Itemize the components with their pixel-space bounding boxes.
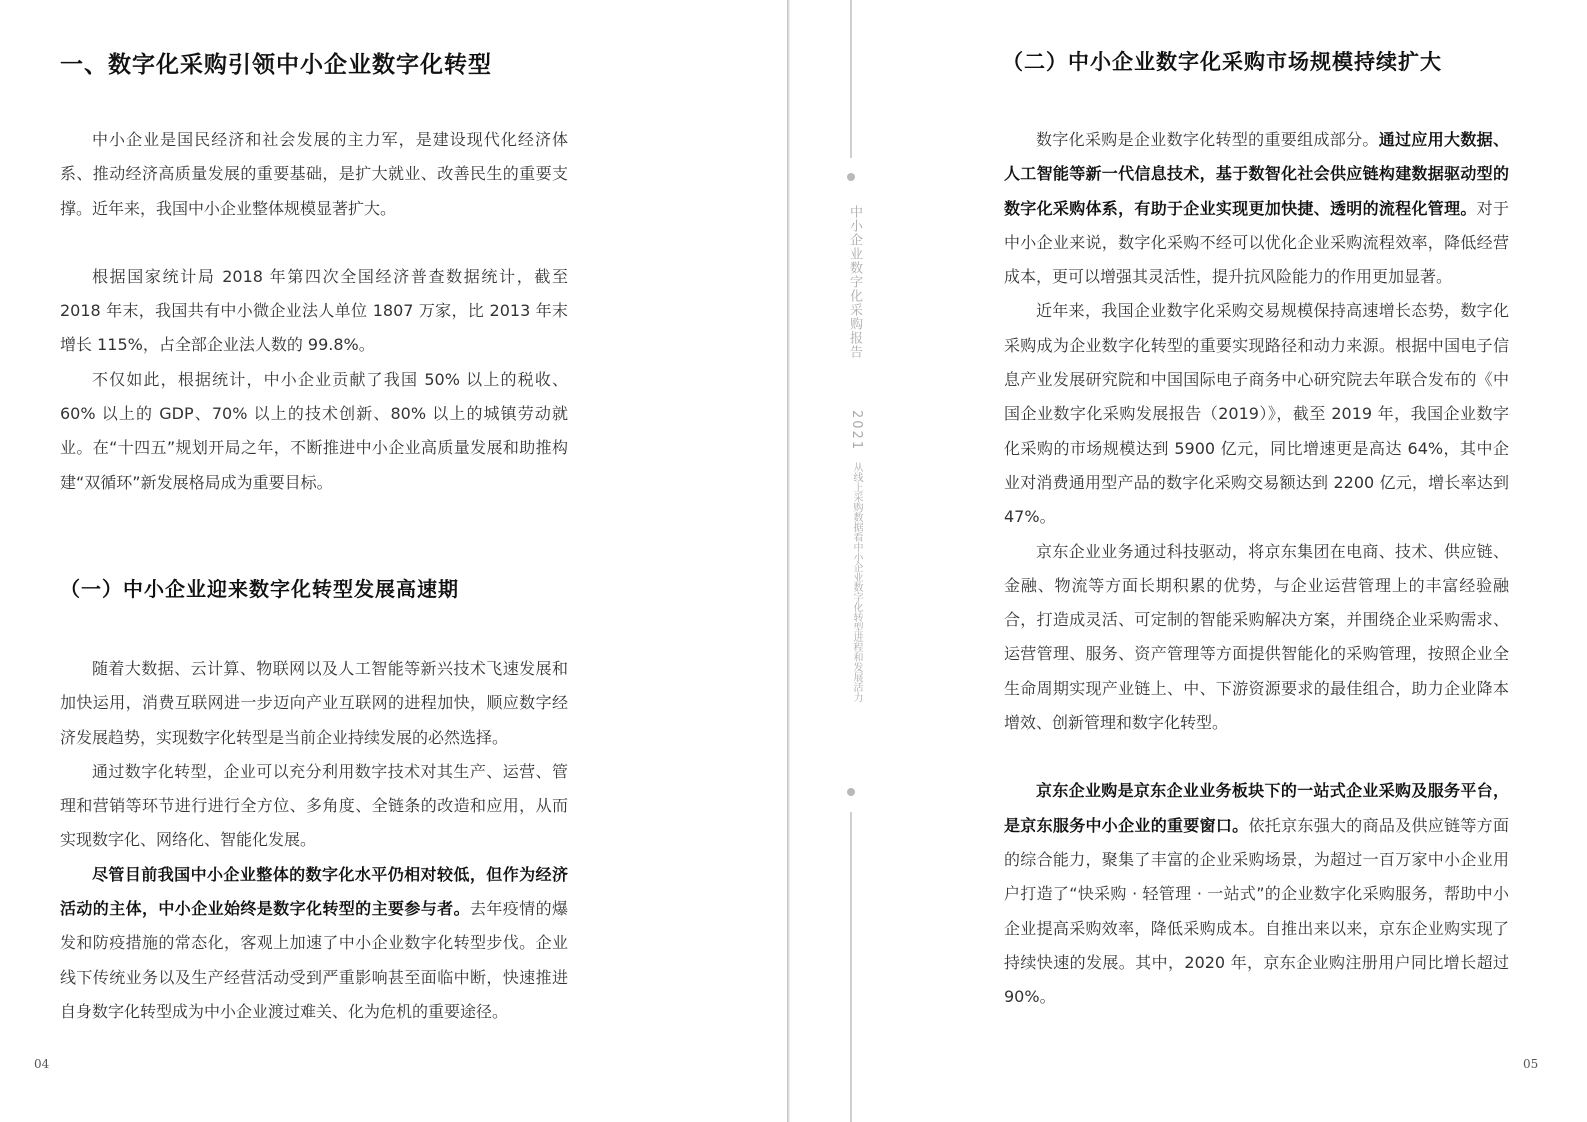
paragraph xyxy=(60,755,568,858)
margin-year: 2021 xyxy=(849,410,864,452)
margin-subtitle: 从线上采购数据看中小企业数字化转型进程和发展活力 xyxy=(851,462,862,702)
text-run: 通过数字化转型，企业可以充分利用数字技术对其生产、运营、管理和营销等环节进行进行全方位、多角度、全链条的改造和应用，从而实现数字化、网络化、智能化发展。 xyxy=(60,761,568,850)
page-number-left: 04 xyxy=(34,1057,50,1071)
text-run: 不仅如此，根据统计，中小企业贡献了我国 50% 以上的税收、60% 以上的 GDP、70% 以上的技术创新、80% 以上的城镇劳动就业。在“十四五”规划开局之年，不断推进中小企业高质量发展和助推构建“双循环”新发展格局成为重要目标。 xyxy=(60,369,568,492)
text-run: 近年来，我国企业数字化采购交易规模保持高速增长态势，数字化采购成为企业数字化转型的重要实现路径和动力来源。根据中国电子信息产业发展研究院和中国国际电子商务中心研究院去年联合发布的《中国企业数字化采购发展报告（2019）》，截至 2019 年，我国企业数字化采购的市场规模达到 5900 亿元，同比增速更是高达 64%，其中企业对消费通用型产品的数字化采购交易额达到 2200 亿元，增长率达到 47%。 xyxy=(1004,301,1509,527)
paragraph xyxy=(1004,774,1509,1014)
subsection-text-block xyxy=(60,652,568,1029)
text-run: 京东企业业务通过科技驱动，将京东集团在电商、技术、供应链、金融、物流等方面长期积累的优势，与企业运营管理上的丰富经验融合，打造成灵活、可定制的智能采购解决方案，并围绕企业采购需求、运营管理、服务、资产管理等方面提供智能化的采购管理，按照企业全生命周期实现产业链上、中、下游资源要求的最佳组合，助力企业降本增效、创新管理和数字化转型。 xyxy=(1004,541,1509,733)
paragraph xyxy=(60,123,568,226)
text-run: 随着大数据、云计算、物联网以及人工智能等新兴技术飞速发展和加快运用，消费互联网进一步迈向产业互联网的进程加快，顺应数字经济发展趋势，实现数字化转型是当前企业持续发展的必然选择。 xyxy=(60,659,568,747)
subsection-heading-1: （一）中小企业迎来数字化转型发展高速期 xyxy=(60,577,459,601)
right-text-block xyxy=(1004,123,1509,1014)
paragraph xyxy=(60,363,568,500)
paragraph xyxy=(1004,535,1509,741)
right-page xyxy=(790,0,1587,1122)
intro-text-block xyxy=(60,123,568,500)
subsection-heading-2: （二）中小企业数字化采购市场规模持续扩大 xyxy=(1002,50,1442,74)
bold-text-run: 通过应用大数据、人工智能等新一代信息技术，基于数智化社会供应链构建数据驱动型的数字化采购体系，有助于企业实现更加快捷、透明的流程化管理。 xyxy=(1004,130,1509,218)
paragraph xyxy=(1004,294,1509,534)
bold-text-run: 尽管目前我国中小企业整体的数字化水平仍相对较低，但作为经济活动的主体，中小企业始终是数字化转型的主要参与者。 xyxy=(60,864,568,919)
left-page xyxy=(0,0,787,1122)
paragraph xyxy=(1004,123,1509,294)
paragraph xyxy=(60,652,568,755)
section-heading: 一、数字化采购引领中小企业数字化转型 xyxy=(60,52,492,78)
bold-text-run: 京东企业购是京东企业业务板块下的一站式企业采购及服务平台，是京东服务中小企业的重要窗口。 xyxy=(1004,781,1509,835)
text-run: 去年疫情的爆发和防疫措施的常态化，客观上加速了中小企业数字化转型步伐。企业线下传统业务以及生产经营活动受到严重影响甚至面临中断，快速推进自身数字化转型成为中小企业渡过难关、化为危机的重要途径。 xyxy=(60,899,568,1021)
text-run: 根据国家统计局 2018 年第四次全国经济普查数据统计，截至 2018 年末，我国共有中小微企业法人单位 1807 万家，比 2013 年末增长 115%，占全部企业法人数的 99.8%。 xyxy=(60,266,568,355)
text-run: 数字化采购是企业数字化转型的重要组成部分。 xyxy=(1036,130,1379,149)
paragraph xyxy=(60,260,568,363)
text-run: 对于中小企业来说，数字化采购不经可以优化企业采购流程效率，降低经营成本，更可以增强其灵活性，提升抗风险能力的作用更加显著。 xyxy=(1004,198,1509,287)
paragraph xyxy=(60,858,568,1029)
margin-report-title: 中小企业数字化采购报告 xyxy=(847,205,862,359)
page-number-right: 05 xyxy=(1523,1057,1539,1071)
text-run: 依托京东强大的商品及供应链等方面的综合能力，聚集了丰富的企业采购场景，为超过一百万家中小企业用户打造了“快采购 · 轻管理 · 一站式”的企业数字化采购服务，帮助中小企业提高采购效率，降低采购成本。自推出来以来，京东企业购实现了持续快速的发展。其中，2020 年，京东企业购注册用户同比增长超过 90%。 xyxy=(1004,815,1509,1007)
text-run: 中小企业是国民经济和社会发展的主力军，是建设现代化经济体系、推动经济高质量发展的重要基础，是扩大就业、改善民生的重要支撑。近年来，我国中小企业整体规模显著扩大。 xyxy=(60,130,568,218)
